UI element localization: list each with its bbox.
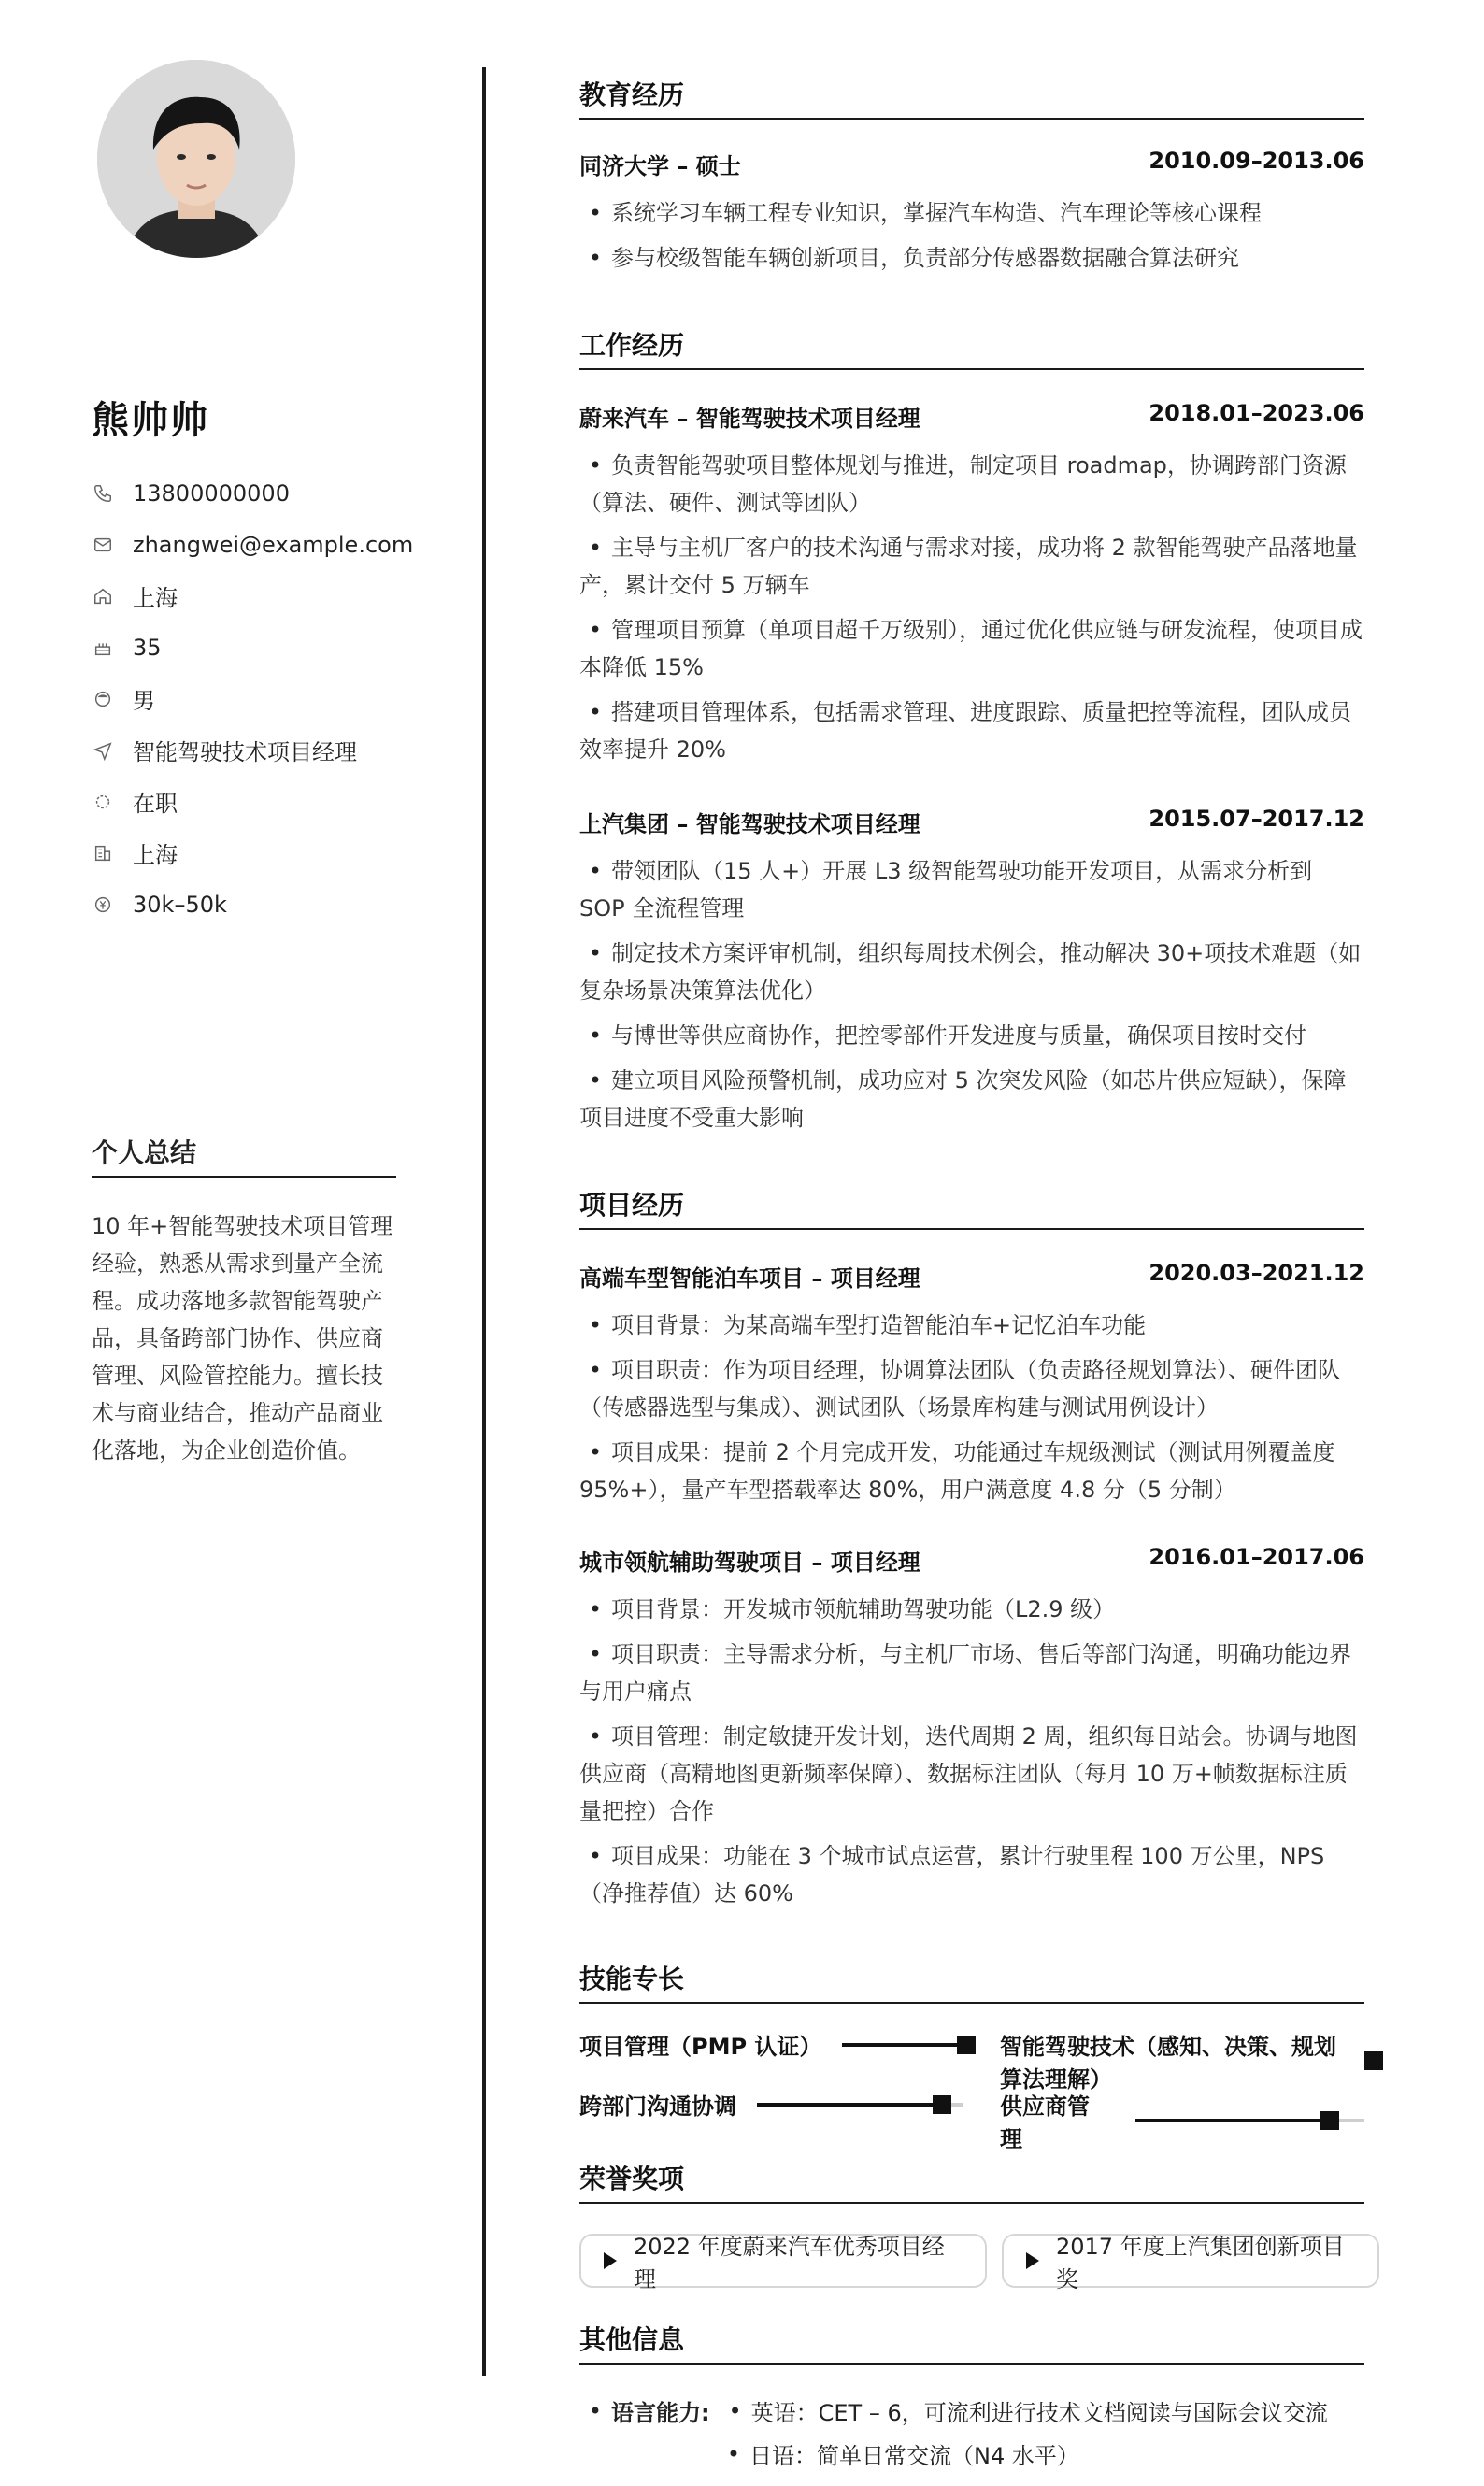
contact-position-text: 智能驾驶技术项目经理	[133, 739, 357, 765]
column-divider	[482, 67, 486, 2376]
contact-email	[92, 519, 413, 570]
work-entry-head	[579, 806, 1364, 838]
contact-gender-text: 男	[133, 688, 155, 714]
skill-level-fill	[757, 2103, 942, 2107]
work-entry-head	[579, 400, 1364, 433]
contact-salary	[92, 879, 413, 930]
list-item: • 管理项目预算（单项目超千万级别），通过优化供应链与研发流程，使项目成本降低 15%	[579, 611, 1364, 686]
work-date: 2015.07–2017.12	[1149, 806, 1364, 832]
cake-icon	[92, 636, 114, 659]
list-item: • 负责智能驾驶项目整体规划与推进，制定项目 roadmap，协调跨部门资源（算法、硬件、测试等团队）	[579, 447, 1364, 521]
contact-salary-text: 30k–50k	[133, 891, 227, 918]
project-name: 高端车型智能泊车项目 – 项目经理	[579, 1265, 920, 1292]
contact-position	[92, 724, 413, 776]
work-title: 工作经历	[579, 325, 1364, 370]
project-bullets	[579, 1591, 1364, 1920]
skill-label: 跨部门沟通协调	[579, 2093, 736, 2120]
list-item: • 项目成果：功能在 3 个城市试点运营，累计行驶里程 100 万公里，NPS（净推荐值）达 60%	[579, 1837, 1364, 1912]
contact-city	[92, 827, 413, 879]
skill-label: 智能驾驶技术（感知、决策、规划算法理解）	[1000, 2034, 1336, 2093]
education-title: 教育经历	[579, 75, 1364, 120]
play-icon	[1026, 2252, 1039, 2269]
skill-item	[579, 2028, 973, 2061]
list-item: • 项目背景：开发城市领航辅助驾驶功能（L2.9 级）	[579, 1591, 1364, 1628]
contact-list	[92, 467, 413, 930]
education-bullets	[579, 194, 1364, 284]
award-text: 2017 年度上汽集团创新项目奖	[1056, 2234, 1345, 2293]
avatar-portrait	[97, 60, 295, 258]
project-entry-head	[579, 1544, 1364, 1577]
project-name: 城市领航辅助驾驶项目 – 项目经理	[579, 1550, 920, 1576]
list-item: • 制定技术方案评审机制，组织每周技术例会，推动解决 30+项技术难题（如复杂场景决策算法优化）	[579, 935, 1364, 1009]
work-bullets	[579, 852, 1364, 1144]
contact-status-text: 在职	[133, 791, 178, 817]
project-date: 2020.03–2021.12	[1149, 1260, 1364, 1286]
contact-gender	[92, 673, 413, 724]
award-badge	[579, 2234, 987, 2293]
language-item: 英语：CET – 6，可流利进行技术文档阅读与国际会议交流	[750, 2400, 1328, 2426]
list-item: • 搭建项目管理体系，包括需求管理、进度跟踪、质量把控等流程，团队成员效率提升 20%	[579, 693, 1364, 768]
other-title: 其他信息	[579, 2320, 1364, 2365]
skill-item	[1000, 2088, 1364, 2153]
work-bullets	[579, 447, 1364, 776]
contact-age	[92, 622, 413, 673]
list-item: • 项目职责：作为项目经理，协调算法团队（负责路径规划算法）、硬件团队（传感器选型与集成）、测试团队（场景库构建与测试用例设计）	[579, 1351, 1364, 1426]
list-item: • 项目管理：制定敏捷开发计划，迭代周期 2 周，组织每日站会。协调与地图供应商（高精地图更新频率保障）、数据标注团队（每月 10 万+帧数据标注质量把控）合作	[579, 1718, 1364, 1830]
work-company: 蔚来汽车 – 智能驾驶技术项目经理	[579, 406, 920, 432]
education-date: 2010.09–2013.06	[1149, 148, 1364, 174]
education-school: 同济大学 – 硕士	[579, 153, 741, 179]
list-item: • 参与校级智能车辆创新项目，负责部分传感器数据融合算法研究	[579, 239, 1364, 277]
list-item: • 项目背景：为某高端车型打造智能泊车+记忆泊车功能	[579, 1307, 1364, 1344]
language-row	[718, 2437, 1079, 2470]
skill-level-knob	[933, 2095, 951, 2114]
skill-item	[579, 2088, 963, 2121]
language-label: 语言能力:	[611, 2400, 710, 2426]
home-icon	[92, 585, 114, 607]
bullet-dot: •	[588, 2397, 603, 2424]
project-bullets	[579, 1307, 1364, 1516]
skill-level-knob	[1320, 2111, 1339, 2130]
project-date: 2016.01–2017.06	[1149, 1544, 1364, 1570]
skill-level-bar	[757, 2103, 963, 2107]
skill-level-knob	[957, 2036, 976, 2054]
skill-level-bar	[842, 2043, 973, 2047]
skill-level-fill	[842, 2043, 966, 2047]
salary-icon	[92, 893, 114, 916]
candidate-name: 熊帅帅	[92, 399, 209, 442]
contact-location-text: 上海	[133, 585, 178, 611]
skill-item	[1000, 2028, 1364, 2093]
contact-city-text: 上海	[133, 842, 178, 868]
list-item: • 建立项目风险预警机制，成功应对 5 次突发风险（如芯片供应短缺），保障项目进度不受重大影响	[579, 1062, 1364, 1136]
skill-level-fill	[1135, 2119, 1330, 2122]
skill-level-bar	[1135, 2119, 1364, 2122]
gender-icon	[92, 688, 114, 710]
mail-icon	[92, 534, 114, 556]
bullet-dot: •	[728, 2397, 742, 2424]
list-item: • 项目职责：主导需求分析，与主机厂市场、售后等部门沟通，明确功能边界与用户痛点	[579, 1636, 1364, 1710]
language-row	[579, 2394, 1328, 2427]
contact-location	[92, 570, 413, 622]
projects-title: 项目经历	[579, 1185, 1364, 1230]
sidebar	[0, 0, 486, 2486]
work-company: 上汽集团 – 智能驾驶技术项目经理	[579, 811, 920, 837]
send-icon	[92, 739, 114, 762]
education-entry-head	[579, 148, 1364, 180]
contact-email-text: zhangwei@example.com	[133, 531, 414, 558]
avatar	[97, 60, 295, 258]
list-item: • 与博世等供应商协作，把控零部件开发进度与质量，确保项目按时交付	[579, 1017, 1364, 1054]
project-entry-head	[579, 1260, 1364, 1293]
awards-title: 荣誉奖项	[579, 2159, 1364, 2204]
contact-phone-text: 13800000000	[133, 479, 290, 507]
contact-phone	[92, 467, 413, 519]
skill-label: 项目管理（PMP 认证）	[579, 2034, 822, 2060]
status-icon	[92, 791, 114, 813]
summary-title: 个人总结	[92, 1133, 396, 1178]
award-text: 2022 年度蔚来汽车优秀项目经理	[634, 2234, 945, 2293]
bullet-dot: •	[726, 2440, 741, 2467]
contact-status	[92, 776, 413, 827]
work-date: 2018.01–2023.06	[1149, 400, 1364, 426]
skill-level-knob	[1364, 2051, 1383, 2070]
award-badge	[1002, 2234, 1379, 2293]
language-item: 日语：简单日常交流（N4 水平）	[749, 2443, 1079, 2469]
list-item: • 主导与主机厂客户的技术沟通与需求对接，成功将 2 款智能驾驶产品落地量产，累计交付 5 万辆车	[579, 529, 1364, 604]
skill-label: 供应商管理	[1000, 2093, 1090, 2152]
summary-text: 10 年+智能驾驶技术项目管理经验，熟悉从需求到量产全流程。成功落地多款智能驾驶产品，具备跨部门协作、供应商管理、风险管控能力。擅长技术与商业结合，推动产品商业化落地，为企业创造价值。	[92, 1213, 393, 1464]
contact-age-text: 35	[133, 634, 162, 661]
play-icon	[604, 2252, 617, 2269]
list-item: • 项目成果：提前 2 个月完成开发，功能通过车规级测试（测试用例覆盖度 95%+），量产车型搭载率达 80%，用户满意度 4.8 分（5 分制）	[579, 1434, 1364, 1508]
building-icon	[92, 842, 114, 864]
list-item: • 带领团队（15 人+）开展 L3 级智能驾驶功能开发项目，从需求分析到 SOP 全流程管理	[579, 852, 1364, 927]
list-item: • 系统学习车辆工程专业知识，掌握汽车构造、汽车理论等核心课程	[579, 194, 1364, 232]
phone-icon	[92, 482, 114, 505]
skills-title: 技能专长	[579, 1959, 1364, 2004]
